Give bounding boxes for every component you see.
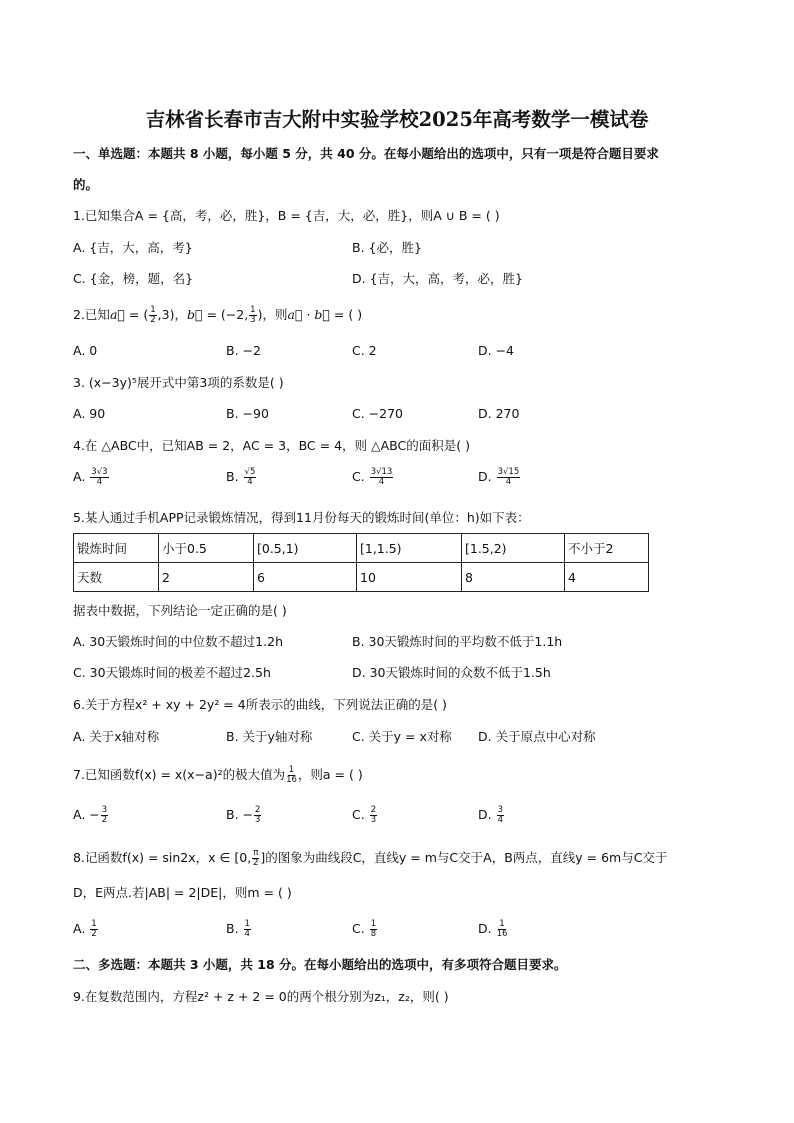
q7-option-b: B. − $\frac{2}{3}$ (226, 805, 261, 825)
q3-option-b: B. −90 (226, 406, 269, 421)
table-cell: 6 (254, 563, 357, 592)
q1-option-b: B. {必，胜} (352, 240, 422, 255)
q2-option-d: D. −4 (478, 343, 514, 358)
q8-option-a: A. $\frac{1}{2}$ (73, 919, 97, 939)
q4-option-c: C. $\frac{3√13}{4}$ (352, 467, 393, 487)
q8-option-b: B. $\frac{1}{4}$ (226, 919, 250, 939)
table-cell: 天数 (74, 563, 159, 592)
q2-option-b: B. −2 (226, 343, 261, 358)
q5-option-c: C. 30天锻炼时间的极差不超过2.5h (73, 665, 271, 680)
q6-option-c: C. 关于y = x对称 (352, 729, 452, 744)
table-cell: [1.5,2) (462, 534, 565, 563)
q7-option-d: D. $\frac{3}{4}$ (478, 805, 504, 825)
q2-stem-post: ，则 (262, 307, 288, 322)
q7-stem: 7.已知函数f(x) = x(x−a)²的极大值为 $\frac{1}{16}$ ，则a = ( ) (73, 765, 363, 785)
q8-stem-line1: 8.记函数f(x) = sin2x，x ∈ [0, $\frac{\pi}{2}$ ]的图象为曲线段C，直线y = m与C交于A，B两点，直线y = 6m与C交于 (73, 848, 668, 868)
exercise-time-table (73, 533, 649, 592)
table-cell: [0.5,1) (254, 534, 357, 563)
q4-option-a: A. $\frac{3√3}{4}$ (73, 467, 108, 487)
q4-option-d: D. $\frac{3√15}{4}$ (478, 467, 520, 487)
q1-stem: 1.已知集合A = {高，考，必，胜}，B = {吉，大，必，胜}，则A ∪ B = ( ) (73, 208, 500, 223)
q5-after: 据表中数据，下列结论一定正确的是( ) (73, 603, 287, 618)
q6-stem: 6.关于方程x² + xy + 2y² = 4所表示的曲线，下列说法正确的是( ) (73, 697, 447, 712)
q4-option-b: B. $\frac{√5}{4}$ (226, 467, 256, 487)
q8-stem-line2: D，E两点.若|AB| = 2|DE|，则m = ( ) (73, 885, 292, 900)
q8-option-c: C. $\frac{1}{8}$ (352, 919, 377, 939)
q1-option-c: C. {金，榜，题，名} (73, 271, 194, 286)
q6-option-b: B. 关于y轴对称 (226, 729, 313, 744)
q6-option-d: D. 关于原点中心对称 (478, 729, 596, 744)
q8-option-d: D. $\frac{1}{16}$ (478, 919, 508, 939)
q2-option-c: C. 2 (352, 343, 377, 358)
table-cell: 锻炼时间 (74, 534, 159, 563)
table-cell: 4 (565, 563, 649, 592)
q4-stem: 4.在 △ABC中，已知AB = 2，AC = 3，BC = 4，则 △ABC的面积是( ) (73, 438, 470, 453)
q3-option-d: D. 270 (478, 406, 520, 421)
q5-stem: 5.某人通过手机APP记录锻炼情况，得到11月份每天的锻炼时间(单位：h)如下表： (73, 510, 530, 525)
q5-option-a: A. 30天锻炼时间的中位数不超过1.2h (73, 634, 283, 649)
table-cell: 10 (357, 563, 462, 592)
table-cell: 8 (462, 563, 565, 592)
q7-option-a: A. − $\frac{3}{2}$ (73, 805, 108, 825)
section1-heading-cont: 的。 (73, 177, 99, 192)
q2-stem: 2.已知a⃗ = ( $\frac{1}{2}$ ,3)，b⃗ = (−2, $\frac{1}{3}$ )，则a⃗ · b⃗ = ( ) (73, 305, 363, 325)
table-cell: 小于0.5 (159, 534, 254, 563)
q5-option-b: B. 30天锻炼时间的平均数不低于1.1h (352, 634, 563, 649)
q7-option-c: C. $\frac{2}{3}$ (352, 805, 377, 825)
q6-option-a: A. 关于x轴对称 (73, 729, 160, 744)
table-cell: [1,1.5) (357, 534, 462, 563)
q1-option-a: A. {吉，大，高，考} (73, 240, 193, 255)
table-cell: 2 (159, 563, 254, 592)
q3-stem: 3. (x−3y)⁵展开式中第3项的系数是( ) (73, 375, 284, 390)
fraction-pi-half: $\frac{\pi}{2}$ (253, 848, 259, 868)
table-cell: 不小于2 (565, 534, 649, 563)
section2-heading: 二、多选题：本题共 3 小题，共 18 分。在每小题给出的选项中，有多项符合题目要求。 (73, 957, 567, 972)
page-title: 吉林省长春市吉大附中实验学校2025年高考数学一模试卷 (145, 108, 649, 131)
q5-option-d: D. 30天锻炼时间的众数不低于1.5h (352, 665, 551, 680)
q2-option-a: A. 0 (73, 343, 98, 358)
fraction-third: $\frac{1}{3}$ (250, 305, 256, 325)
fraction-one-sixteenth: $\frac{1}{16}$ (286, 765, 297, 785)
q3-option-c: C. −270 (352, 406, 404, 421)
table-header-row (74, 534, 649, 563)
section1-heading: 一、单选题：本题共 8 小题，每小题 5 分，共 40 分。在每小题给出的选项中，只有一项是符合题目要求 (73, 146, 659, 161)
q1-option-d: D. {吉，大，高，考，必，胜} (352, 271, 523, 286)
q3-option-a: A. 90 (73, 406, 106, 421)
q2-stem-pre: 2.已知 (73, 307, 110, 322)
q2-tail: = ( ) (333, 307, 363, 322)
table-row (74, 563, 649, 592)
fraction-half: $\frac{1}{2}$ (150, 305, 156, 325)
q9-stem: 9.在复数范围内，方程z² + z + 2 = 0的两个根分别为z₁，z₂，则( ) (73, 989, 449, 1004)
